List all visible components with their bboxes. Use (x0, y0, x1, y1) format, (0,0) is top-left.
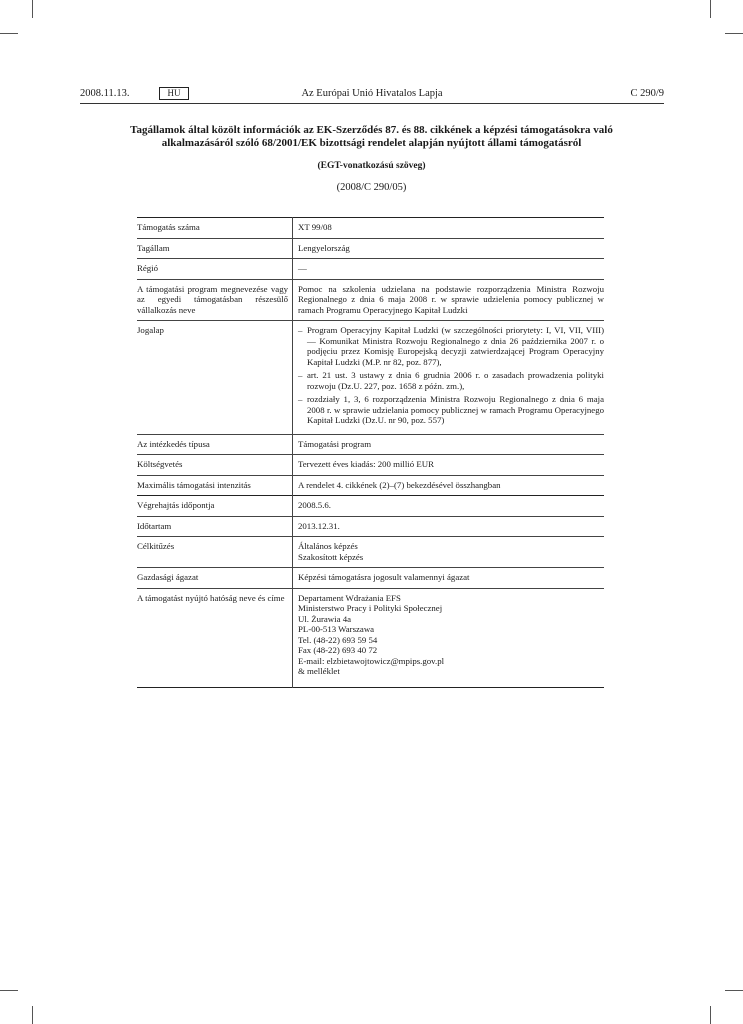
row-value: Lengyelország (293, 238, 605, 259)
address-line: Ministerstwo Pracy i Polityki Społecznej (298, 603, 443, 613)
legal-basis-list (298, 325, 604, 426)
document-reference: (2008/C 290/05) (336, 182, 407, 193)
list-item-text: rozdziały 1, 3, 6 rozporządzenia Ministra Rozwoju Regionalnego z dnia 6 maja 2008 r. w sprawie udzielania pomocy publicznej w ramach Programu Operacyjnego Kapitał Ludzki (Dz.U. nr 90, poz. 557) (307, 394, 604, 425)
table-row (137, 455, 604, 476)
row-label: A támogatási program megnevezése vagy az egyedi támogatásban részesülő vállalkozás neve (137, 283, 288, 315)
row-value (293, 321, 605, 435)
list-item (298, 394, 604, 426)
row-value: Támogatási program (293, 434, 605, 455)
table-row (137, 475, 604, 496)
list-item-text: Program Operacyjny Kapitał Ludzki (w szczególności priorytety: I, VI, VII, VIII) — Komunikat Ministra Rozwoju Regionalnego z dnia 26 października 2007 r. o podjęciu przez Komisję Europejską decyzji zatwierdzającej Program Operacyjny Kapitał Ludzki (M.P. nr 82, poz. 877), (307, 325, 604, 367)
address-line: PL-00-513 Warszawa (298, 624, 375, 634)
row-value: Képzési támogatásra jogosult valamennyi ágazat (293, 568, 605, 589)
table-row (137, 279, 604, 321)
table-row (137, 588, 604, 687)
row-label: Végrehajtás időpontja (137, 500, 215, 510)
row-value: 2008.5.6. (293, 496, 605, 517)
row-value: — (293, 259, 605, 280)
running-header (80, 87, 664, 103)
page-reference: C 290/9 (630, 88, 664, 99)
table-row (137, 259, 604, 280)
row-label: Célkitűzés (137, 541, 175, 551)
row-value (293, 537, 605, 568)
document-subtitle: (EGT-vonatkozású szöveg) (317, 161, 426, 171)
phone-line: Tel. (48-22) 693 59 54 (298, 634, 378, 645)
address-line: Ul. Żurawia 4a (298, 613, 352, 624)
table-row (137, 434, 604, 455)
row-value (293, 588, 605, 687)
fax-line: Fax (48-22) 693 40 72 (298, 645, 378, 655)
dash-marker: – (298, 370, 303, 380)
objective-line: Általános képzés (298, 541, 358, 551)
table-row (137, 218, 604, 239)
table-row (137, 321, 604, 435)
crop-mark (32, 1006, 33, 1024)
row-value: XT 99/08 (293, 218, 605, 239)
table-row (137, 537, 604, 568)
list-item-text: art. 21 ust. 3 ustawy z dnia 6 grudnia 2006 r. o zasadach prowadzenia polityki rozwoju (Dz.U. 227, poz. 1658 z późn. zm.), (307, 370, 604, 391)
crop-mark (725, 33, 743, 34)
crop-mark (725, 990, 743, 991)
language-badge: HU (159, 87, 189, 100)
dash-marker: – (298, 394, 303, 404)
table-row (137, 568, 604, 589)
dash-marker: – (298, 325, 303, 335)
row-value: 2013.12.31. (293, 516, 605, 537)
crop-mark (32, 0, 33, 18)
crop-mark (710, 0, 711, 18)
row-label: A támogatást nyújtó hatóság neve és címe (137, 592, 285, 603)
table-row (137, 238, 604, 259)
document-title: Tagállamok által közölt információk az EK-Szerződés 87. és 88. cikkének a képzési támogatásokra való alkalmazásáról szóló 68/2001/EK bizottsági rendelet alapján nyújtott állami támogatásról (130, 124, 613, 149)
list-item (298, 370, 604, 391)
row-value: A rendelet 4. cikkének (2)–(7) bekezdésével összhangban (293, 475, 605, 496)
objective-line: Szakosított képzés (298, 551, 364, 562)
row-label: Gazdasági ágazat (137, 572, 199, 582)
table-row (137, 496, 604, 517)
address-line: Departament Wdrażania EFS (298, 592, 401, 603)
row-label: Régió (137, 263, 159, 273)
row-label: Jogalap (137, 325, 164, 335)
row-value: Pomoc na szkolenia udzielana na podstawie rozporządzenia Ministra Rozwoju Regionalnego z dnia 6 maja 2008 r. w sprawie udzielenia pomocy publicznej w ramach Programu Operacyjnego Kapitał Ludzki (293, 279, 605, 321)
row-label: Az intézkedés típusa (137, 438, 210, 449)
email-line: E-mail: elzbietawojtowicz@mpips.gov.pl (298, 655, 445, 666)
header-divider (80, 103, 664, 104)
row-label: Költségvetés (137, 459, 183, 469)
annex-line: & melléklet (298, 666, 340, 676)
table-row (137, 516, 604, 537)
publication-date: 2008.11.13. (80, 88, 130, 99)
crop-mark (0, 33, 18, 34)
crop-mark (710, 1006, 711, 1024)
list-item (298, 325, 604, 367)
row-value: Tervezett éves kiadás: 200 millió EUR (293, 455, 605, 476)
crop-mark (0, 990, 18, 991)
row-label: Maximális támogatási intenzitás (137, 479, 251, 490)
row-label: Támogatás száma (137, 222, 200, 232)
aid-information-table (137, 217, 604, 688)
journal-name: Az Európai Unió Hivatalos Lapja (301, 88, 443, 99)
row-label: Tagállam (137, 242, 170, 253)
row-label: Időtartam (137, 520, 172, 531)
